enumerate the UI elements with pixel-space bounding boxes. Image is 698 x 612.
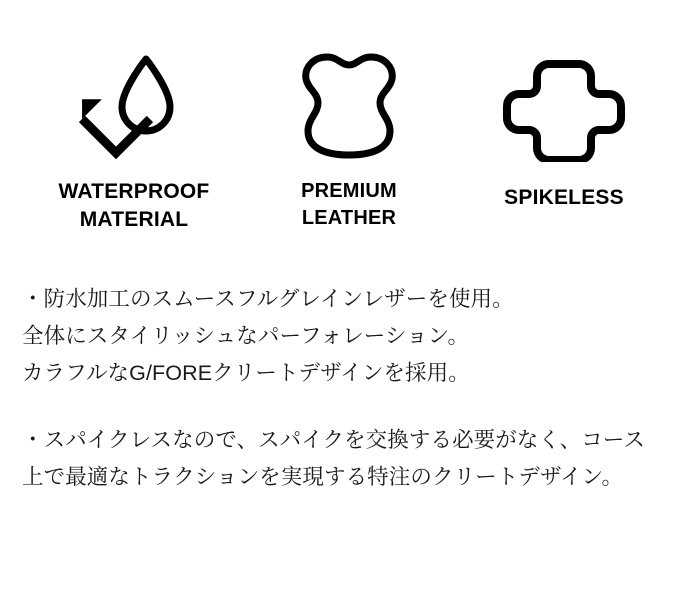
feature-premium-leather — [249, 44, 449, 232]
description-line: カラフルなG/FOREクリートデザインを採用。 — [22, 361, 470, 386]
product-description — [0, 235, 698, 497]
feature-icon-row — [0, 0, 698, 235]
description-line: ・スパイクレスなので、スパイクを交換する必要がなく、コース — [22, 428, 645, 453]
feature-label: WATERPROOF MATERIAL — [58, 180, 210, 232]
spikeless-cross-icon — [503, 44, 625, 170]
waterproof-droplet-icon — [74, 44, 194, 164]
feature-label: PREMIUM LEATHER — [301, 180, 397, 229]
description-line: 上で最適なトラクションを実現する特注のクリートデザイン。 — [22, 465, 624, 490]
feature-waterproof — [34, 44, 234, 235]
description-line: 全体にスタイリッシュなパーフォレーション。 — [22, 323, 470, 348]
feature-label: SPIKELESS — [504, 186, 624, 209]
description-line: ・防水加工のスムースフルグレインレザーを使用。 — [22, 286, 514, 311]
description-paragraph-1 — [22, 281, 676, 393]
description-paragraph-2 — [22, 422, 676, 496]
leather-hide-icon — [294, 44, 404, 164]
feature-spikeless — [464, 44, 664, 212]
